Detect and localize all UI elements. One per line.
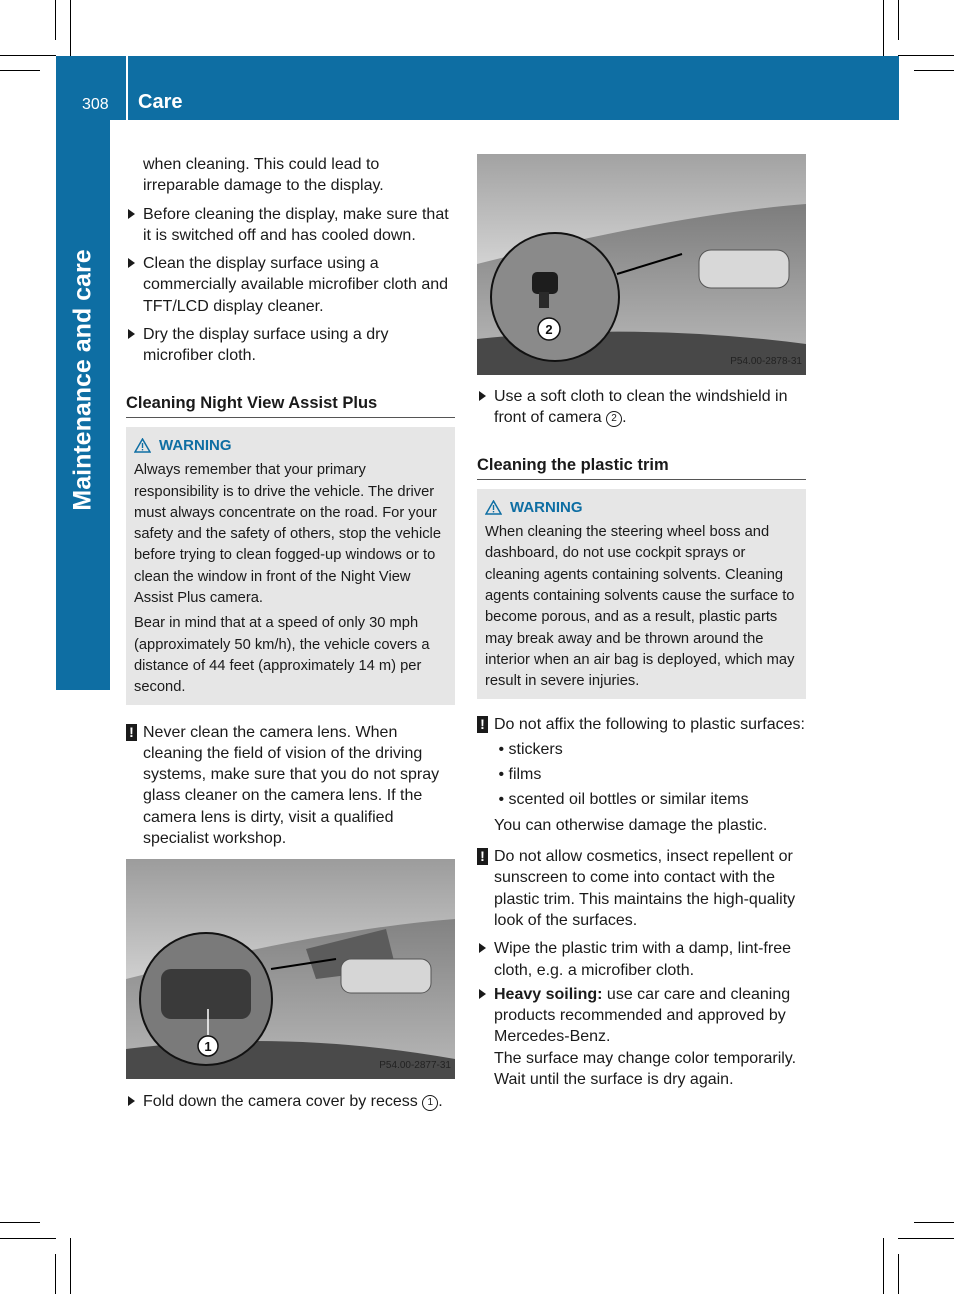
windshield-camera-photo [477,154,806,375]
arrow-icon [128,329,135,339]
caution-note: ! Do not allow cosmetics, insect repellent or sunscreen to come into contact with the plastic trim. This maintains the high-quality look of the surfaces. [477,846,806,931]
crop-mark [0,1238,56,1239]
note-tail: You can otherwise damage the plastic. [494,816,768,834]
list-item: Heavy soiling: use car care and cleaning products recommended and approved by Mercedes-Benz. The surface may change color temporarily. Wait until the surface is dry again. [477,984,806,1090]
camera-cover-photo [126,859,455,1079]
crop-mark [70,1238,71,1294]
crop-mark [55,0,56,40]
arrow-icon [128,1096,135,1106]
section-heading: Cleaning Night View Assist Plus [126,393,455,418]
crop-mark [898,1238,954,1239]
crop-mark [914,1222,954,1223]
warning-triangle-icon [134,438,151,453]
crop-mark [883,1238,884,1294]
arrow-icon [128,258,135,268]
list-item: Dry the display surface using a dry microfiber cloth. [126,324,455,367]
warning-header: WARNING [134,435,447,456]
warning-box [126,427,455,705]
list-item: • films [494,766,542,784]
crop-mark [898,55,954,56]
callout-label: 2 [545,322,553,337]
warning-triangle-icon [485,500,502,515]
crop-mark [898,1254,899,1294]
caution-note: ! Never clean the camera lens. When cleaning the field of vision of the driving systems, make sure that you do not spray glass cleaner on the camera lens. If the camera lens is dirty, visit a qualified specialist workshop. [126,722,455,850]
exclamation-icon: ! [477,716,488,733]
list-item: Use a soft cloth to clean the windshield in front of camera 2 . [477,386,806,429]
right-column [477,154,806,1090]
warning-text: Always remember that your primary responsibility is to drive the vehicle. The driver must always concentrate on the road. For your safety and the safety of others, stop the vehicle before trying to clean fogged-up windows or to clean the window in front of the Night View Assist Plus camera. [134,462,441,607]
arrow-icon [479,989,486,999]
crop-mark [55,1254,56,1294]
dot-list [477,739,806,811]
crop-mark [883,0,884,56]
warning-text: When cleaning the steering wheel boss and dashboard, do not use cockpit sprays or cleaning agents containing solvents. Cleaning agents containing solvents cause the surface to become porous, and as a result, plastic parts may break away and be thrown around the interior when an air bag is deployed, which may result in severe injuries. [485,524,795,690]
image-code: P54.00-2878-31 [730,355,802,367]
caution-note: ! Do not affix the following to plastic surfaces: [477,714,806,735]
arrow-icon [479,391,486,401]
crop-mark [898,0,899,40]
warning-header: WARNING [485,497,798,518]
list-item: Wipe the plastic trim with a damp, lint-free cloth, e.g. a microfiber cloth. [477,938,806,981]
warning-text: Bear in mind that at a speed of only 30 mph (approximately 50 km/h), the vehicle covers a distance of 44 feet (approximately 14 m) per second. [134,615,430,696]
image-code: P54.00-2877-31 [379,1060,451,1072]
list-item: Before cleaning the display, make sure that it is switched off and has cooled down. [126,204,455,247]
side-tab-label: Maintenance and care [68,249,97,511]
crop-mark [0,70,40,71]
crop-mark [914,70,954,71]
exclamation-icon: ! [477,848,488,865]
intro-text: when cleaning. This could lead to irreparable damage to the display. [143,156,384,195]
arrow-icon [128,209,135,219]
crop-mark [0,55,56,56]
arrow-icon [479,943,486,953]
header-title: Care [138,91,183,113]
list-item: • scented oil bottles or similar items [494,791,749,809]
exclamation-icon: ! [126,724,137,741]
callout-ref: 1 [422,1095,438,1111]
section-heading: Cleaning the plastic trim [477,455,806,480]
callout-ref: 2 [606,411,622,427]
list-item: • stickers [494,740,563,758]
header-separator [126,56,128,120]
page-number: 308 [82,96,109,113]
list-item: Clean the display surface using a commercially available microfiber cloth and TFT/LCD display cleaner. [126,253,455,317]
callout-label: 1 [204,1039,212,1055]
left-column [126,154,455,1113]
crop-mark [0,1222,40,1223]
warning-box [477,489,806,699]
page-header [56,56,899,120]
list-item: Fold down the camera cover by recess 1 . [126,1091,455,1112]
crop-mark [70,0,71,56]
